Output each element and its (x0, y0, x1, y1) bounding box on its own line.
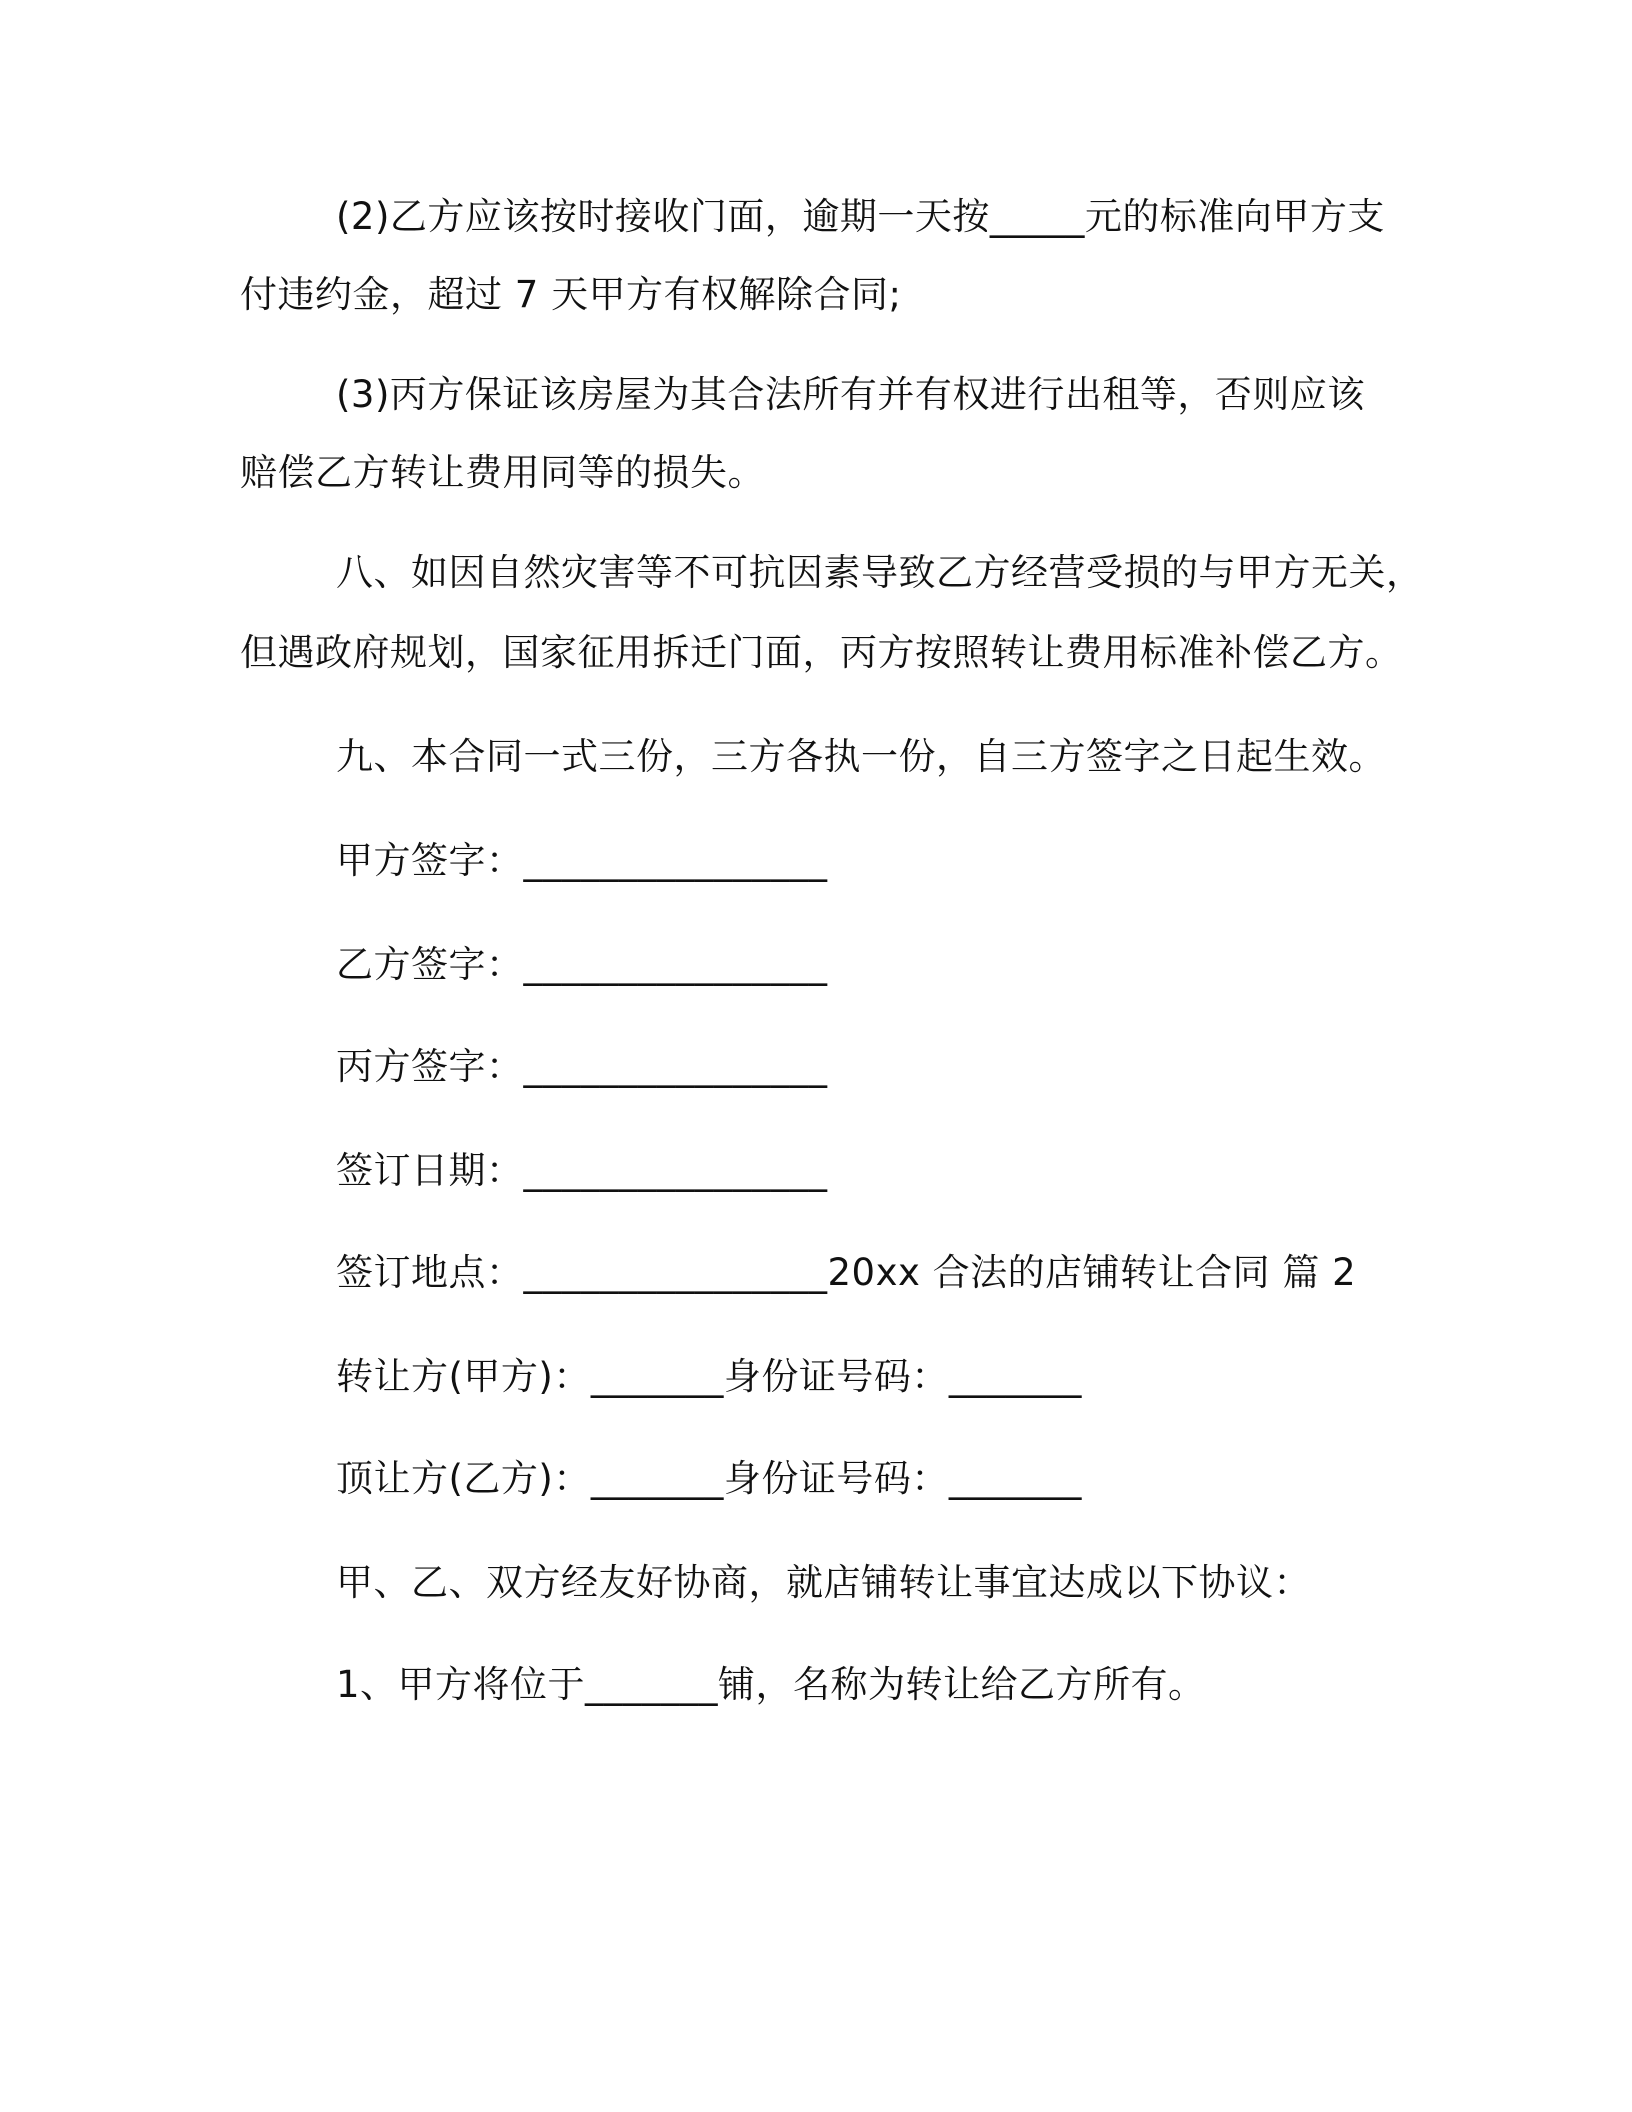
party-a-signature: 甲方签字：________________ (336, 839, 828, 882)
clause-7-2-line-2: 付违约金，超过 7 天甲方有权解除合同; (240, 273, 902, 316)
signing-date: 签订日期：________________ (336, 1149, 828, 1192)
transferor-line: 转让方(甲方)：_______身份证号码：_______ (336, 1355, 1082, 1398)
clause-7-3-line-2: 赔偿乙方转让费用同等的损失。 (240, 451, 765, 494)
clause-1: 1、甲方将位于_______铺，名称为转让给乙方所有。 (336, 1663, 1206, 1706)
clause-7-2-line-1: (2)乙方应该按时接收门面，逾期一天按_____元的标准向甲方支 (336, 195, 1385, 238)
clause-7-3-line-1: (3)丙方保证该房屋为其合法所有并有权进行出租等，否则应该 (336, 373, 1365, 416)
clause-8-line-2: 但遇政府规划，国家征用拆迁门面，丙方按照转让费用标准补偿乙方。 (240, 631, 1403, 674)
party-c-signature: 丙方签字：________________ (336, 1045, 828, 1088)
clause-8-line-1: 八、如因自然灾害等不可抗因素导致乙方经营受损的与甲方无关， (336, 551, 1424, 594)
party-b-signature: 乙方签字：________________ (336, 943, 828, 986)
clause-9: 九、本合同一式三份，三方各执一份，自三方签字之日起生效。 (336, 735, 1386, 778)
signing-place-and-title: 签订地点：________________20xx 合法的店铺转让合同 篇 2 (336, 1251, 1357, 1294)
transferee-line: 顶让方(乙方)：_______身份证号码：_______ (336, 1457, 1082, 1500)
agreement-intro: 甲、乙、双方经友好协商，就店铺转让事宜达成以下协议： (336, 1561, 1311, 1604)
